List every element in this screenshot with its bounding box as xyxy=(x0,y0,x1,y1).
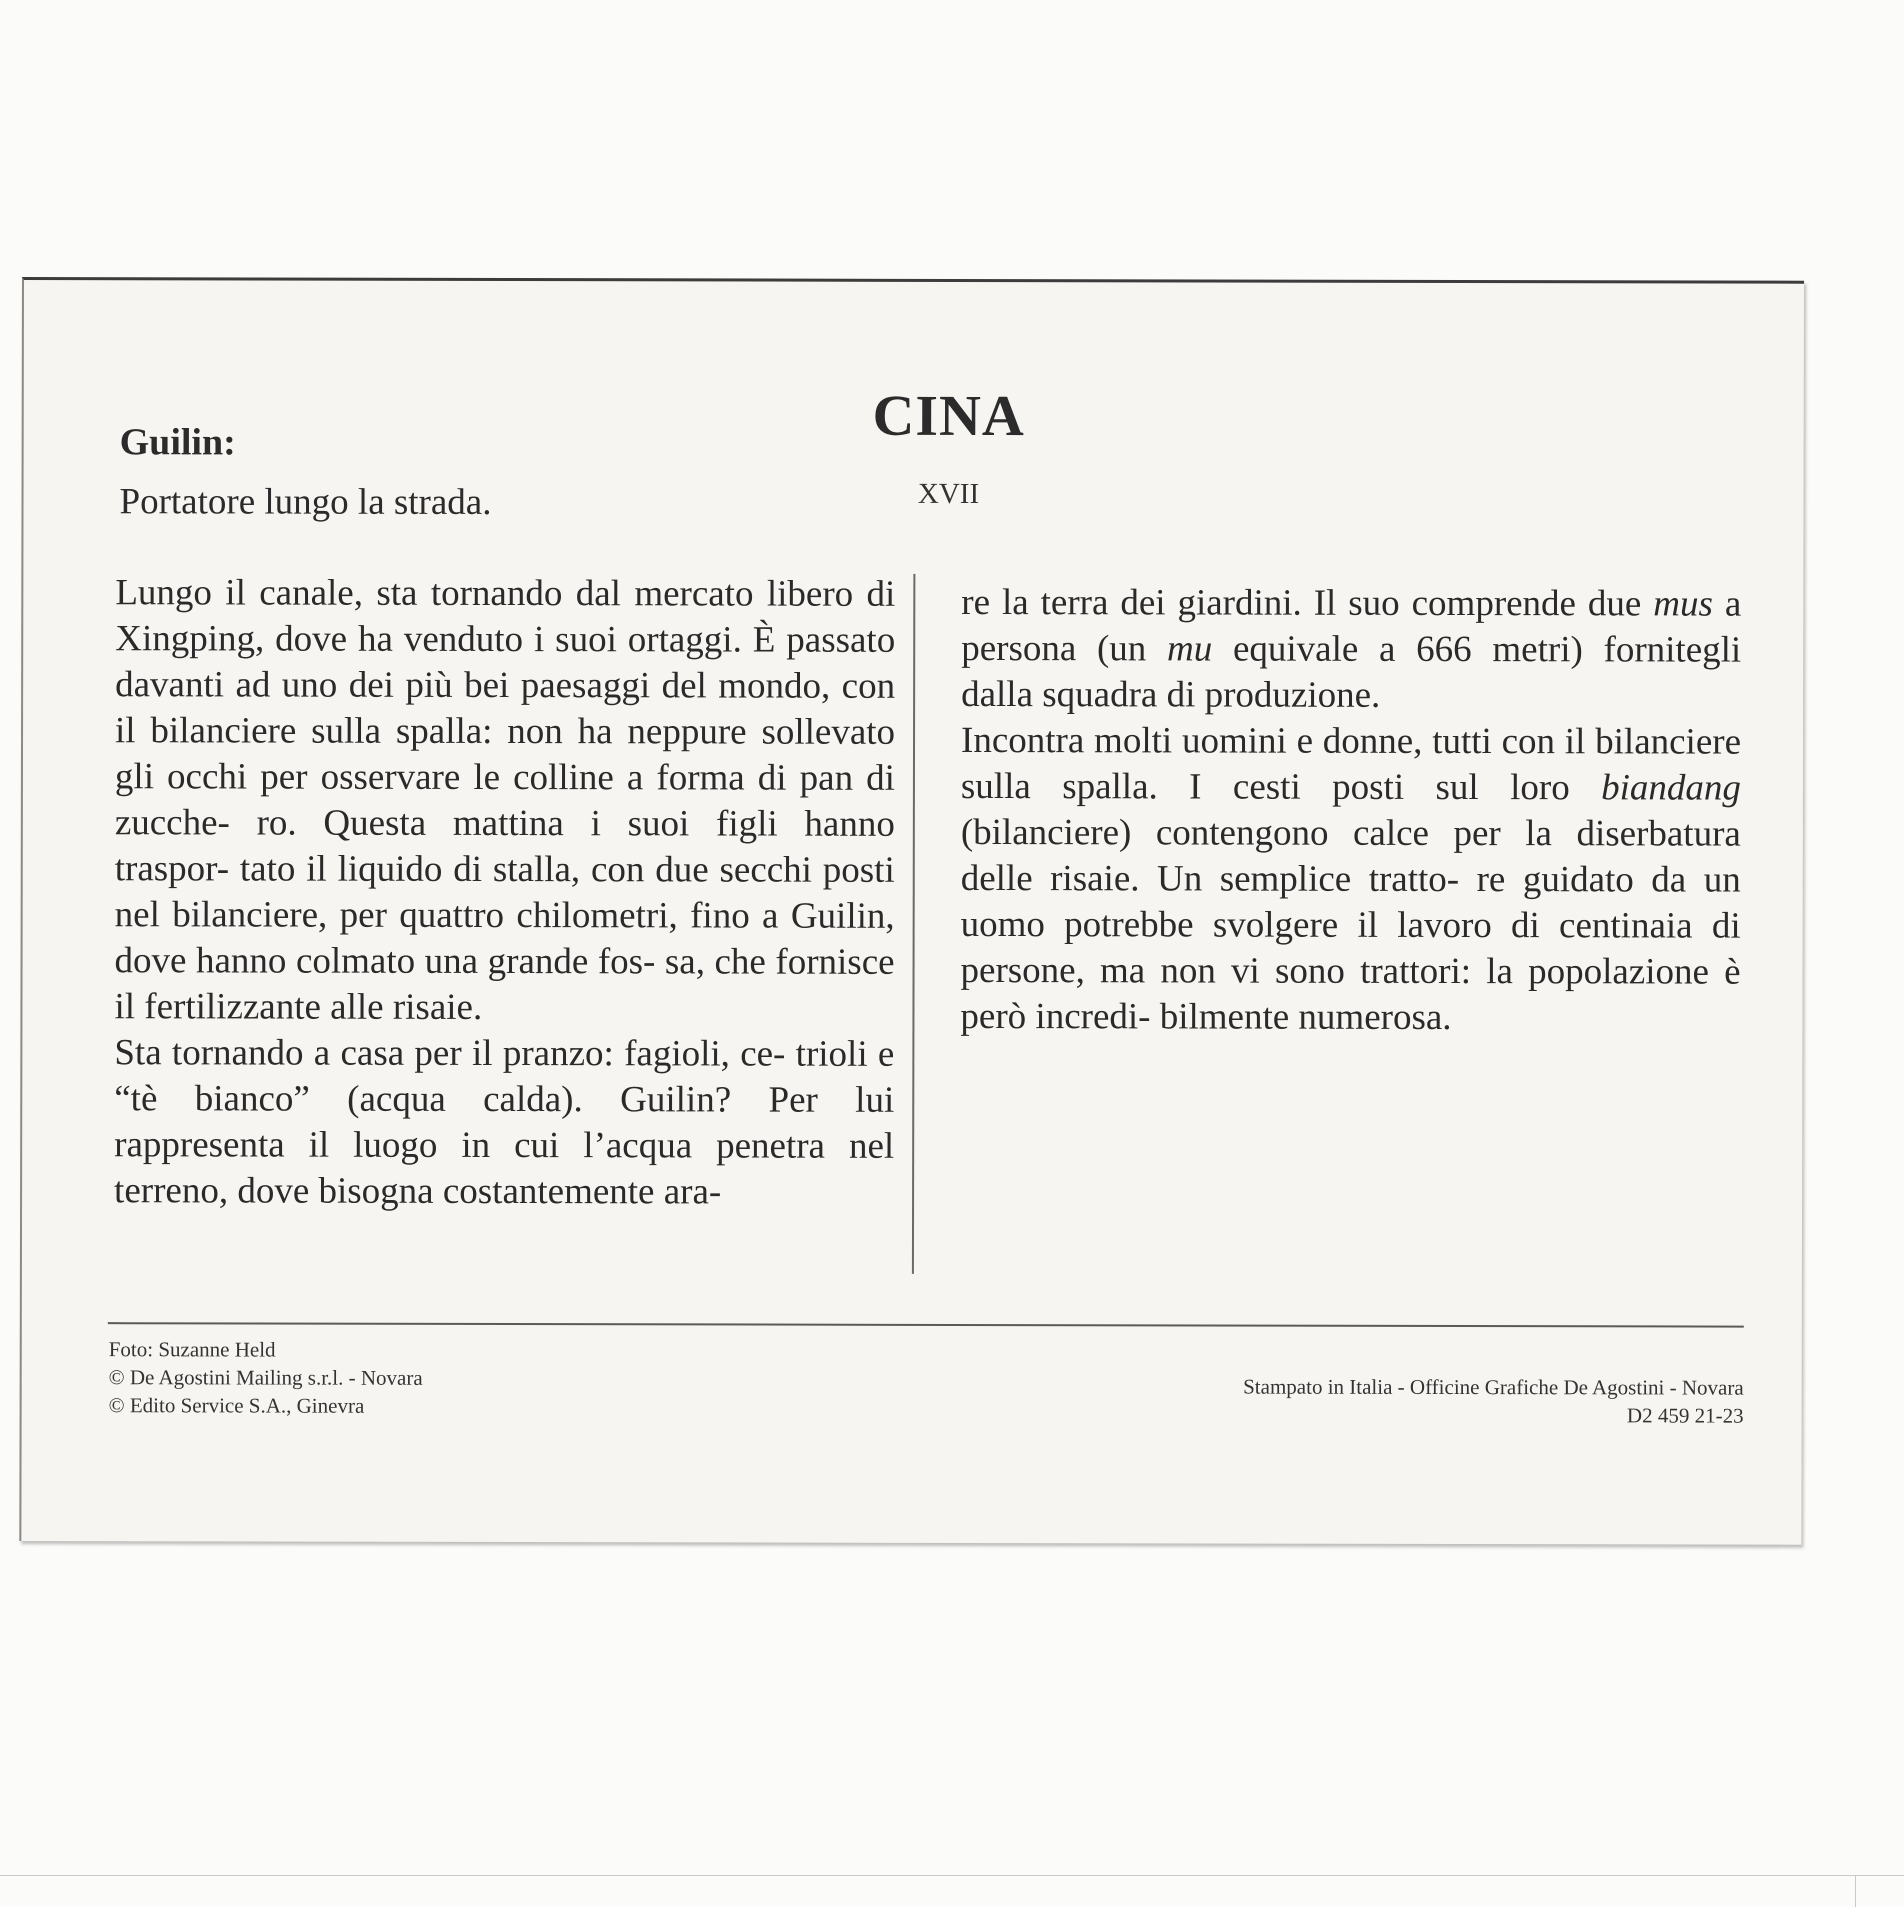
column-divider xyxy=(912,574,915,1274)
text-column-right xyxy=(960,580,1741,1042)
scan-edge-bottom xyxy=(0,1875,1904,1876)
caption-subtitle: Portatore lungo la strada. xyxy=(119,481,492,523)
place-title: Guilin: xyxy=(119,421,236,464)
text-run: a persona (un xyxy=(961,583,1742,670)
text-run: Incontra molti uomini e donne, tutti con il bilanciere sulla spalla. I cesti posti sul loro xyxy=(960,719,1742,809)
product-code: D2 459 21-23 xyxy=(1626,1403,1744,1428)
printer-info xyxy=(1243,1373,1744,1430)
text-run: equivale a 666 metri) fornitegli dalla squadra di produzione. xyxy=(961,628,1742,716)
copyright-line: © Edito Service S.A., Ginevra xyxy=(108,1393,365,1418)
italic-term: biandang xyxy=(1601,767,1741,809)
printer-line: Stampato in Italia - Officine Grafiche De Agostini - Novara xyxy=(1243,1374,1744,1400)
photo-credit: Foto: Suzanne Held xyxy=(108,1337,276,1362)
country-title: CINA xyxy=(872,382,1025,449)
text-run: re la terra dei giardini. Il suo comprende due xyxy=(961,581,1654,625)
italic-term: mus xyxy=(1653,583,1713,625)
paragraph: Lungo il canale, sta tornando dal mercato libero di Xingping, dove ha venduto i suoi ortaggi. È passato davanti ad uno dei più bei paesaggi del mondo, con il bilanciere sulla spalla: non ha neppure sollevato gli occhi per osservare le colline a forma di pan di zucche- ro. Questa mattina i suoi figli hanno traspor- tato il liquido di stalla, con due secchi posti nel bilanciere, per quattro chilometri, fino a Guilin, dove hanno colmato una grande fos- sa, che fornisce il fertilizzante alle risaie. xyxy=(114,572,896,1028)
scan-edge-right xyxy=(1855,1875,1856,1907)
italic-term: mu xyxy=(1167,628,1213,670)
text-run: (bilanciere) contengono calce per la diserbatura delle risaie. Un semplice tratto- re guidato da un uomo potrebbe svolgere il lavoro di centinaia di persone, ma non vi sono trattori: la popolazione è però incredi- bilmente numerosa. xyxy=(960,811,1741,1038)
paragraph xyxy=(960,718,1741,1042)
text-column-left xyxy=(114,570,895,1216)
footer-rule xyxy=(108,1322,1744,1327)
card-number: XVII xyxy=(917,477,980,511)
copyright-line: © De Agostini Mailing s.r.l. - Novara xyxy=(108,1365,423,1390)
postcard-back xyxy=(19,277,1804,1545)
photo-credits xyxy=(109,1335,423,1420)
paragraph xyxy=(961,580,1741,720)
paragraph: Sta tornando a casa per il pranzo: fagioli, ce- trioli e “tè bianco” (acqua calda). Guilin? Per lui rappresenta il luogo in cui l’acqua penetra nel terreno, dove bisogna costantemente ara- xyxy=(114,1032,895,1213)
